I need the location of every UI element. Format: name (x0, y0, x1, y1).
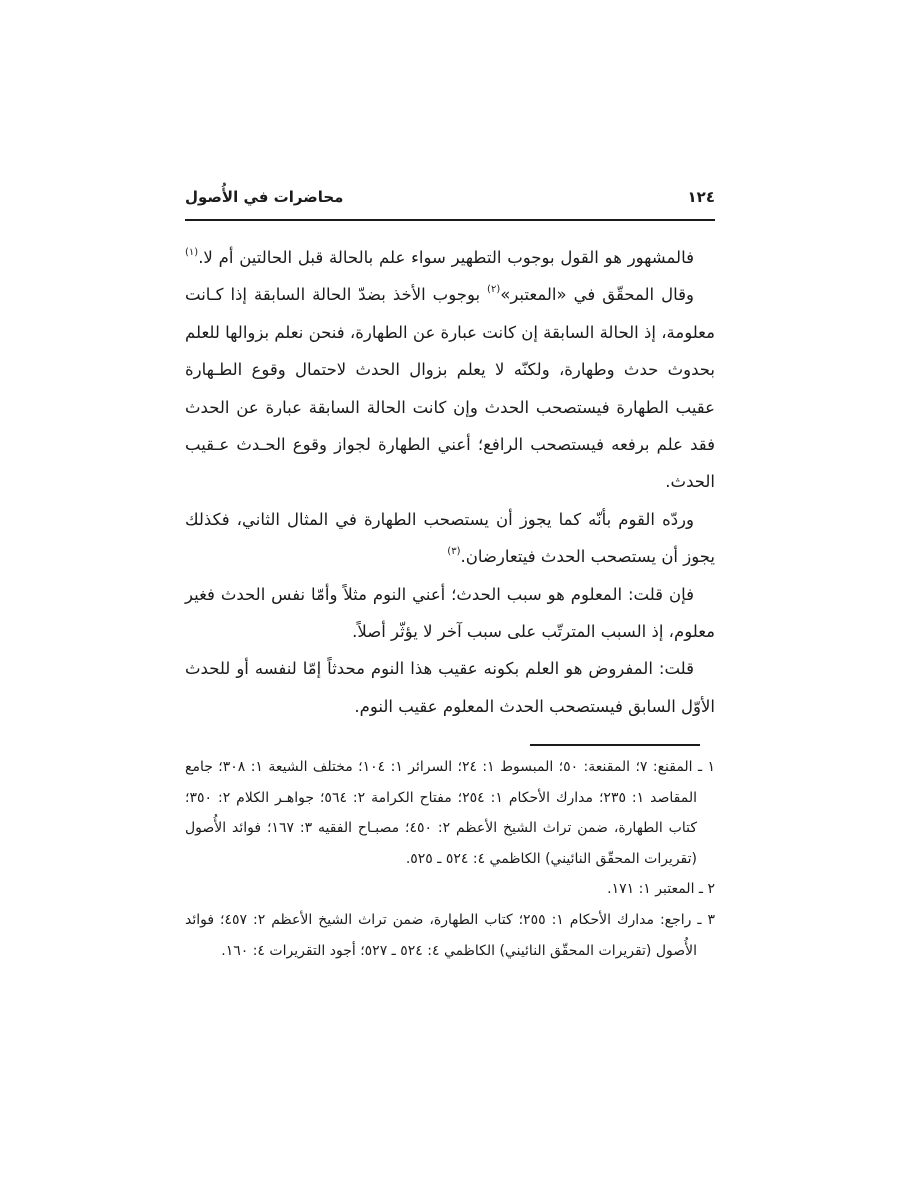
text-line (185, 650, 715, 687)
running-title: محاضرات في الأُصول (185, 188, 344, 206)
footnote-separator (530, 744, 700, 746)
text-line (185, 688, 715, 725)
text-segment: وردّه القوم بأنّه كما يجوز أن يستصحب الطهارة في المثال الثاني، فكذلك (185, 509, 694, 529)
text-line (185, 426, 715, 463)
text-segment: فإن قلت: المعلوم هو سبب الحدث؛ أعني النوم مثلاً وأمّا نفس الحدث فغير (185, 584, 694, 604)
text-segment: الأوّل السابق فيستصحب الحدث المعلوم عقيب النوم. (354, 696, 715, 716)
text-segment: وقال المحقّق في «المعتبر» (500, 285, 694, 305)
page-header (185, 188, 715, 206)
text-line (185, 538, 715, 575)
text-line (185, 314, 715, 351)
text-segment: قلت: المفروض هو العلم بكونه عقيب هذا النوم محدثاً إمّا لنفسه أو للحدث (185, 659, 694, 679)
text-line (185, 576, 715, 613)
header-rule (185, 219, 715, 221)
text-segment: فقد علم برفعه فيستصحب الرافع؛ أعني الطهارة لجواز وقوع الحـدث عـقيب (185, 434, 715, 454)
text-line (185, 351, 715, 388)
footnote: ٣ ـ راجع: مدارك الأحكام ١: ٢٥٥؛ كتاب الطهارة، ضمن تراث الشيخ الأعظم ٢: ٤٥٧؛ فوائد الأُصول (تقريرات المحقّق النائيني) الكاظمي ٤: ٥٢٤ ـ ٥٢٧؛ أجود التقريرات ٤: ١٦٠. (185, 911, 715, 959)
text-line (185, 613, 715, 650)
text-segment: بحدوث حدث وطهارة، ولكنّه لا يعلم بزوال الحدث لاحتمال وقوع الطـهارة (185, 360, 715, 380)
text-line (185, 239, 715, 276)
text-segment: فالمشهور هو القول بوجوب التطهير سواء علم بالحالة قبل الحالتين أم لا. (198, 248, 694, 267)
footnote-marker: (٣) (447, 545, 461, 557)
footnote: ٢ ـ المعتبر ١: ١٧١. (607, 881, 715, 898)
text-line (185, 501, 715, 538)
text-segment: معلومة، إذ الحالة السابقة إن كانت عبارة عن الطهارة، فنحن نعلم بزوالها للعلم (185, 322, 715, 342)
text-line (185, 463, 715, 500)
footnote-marker: (٢) (487, 283, 501, 295)
page-number: ١٢٤ (687, 188, 715, 206)
body-text (185, 239, 715, 725)
text-segment: معلوم، إذ السبب المترتّب على سبب آخر لا يؤثّر أصلاً. (352, 621, 715, 641)
footnote: ١ ـ المقنع: ٧؛ المقنعة: ٥٠؛ المبسوط ١: ٢٤؛ السرائر ١: ١٠٤؛ مختلف الشيعة ١: ٣٠٨؛ جامع المقاصد ١: ٢٣٥؛ مدارك الأحكام ١: ٢٥٤؛ مفتاح الكرامة ٢: ٥٦٤؛ جواهـر الكلام ٢: ٣٥٠؛ كتاب الطهارة، ضمن تراث الشيخ الأعظم ٢: ٤٥٠؛ مصبـاح الفقيه ٣: ١٦٧؛ فوائد الأُصول (تقريرات المحقّق النائيني) الكاظمي ٤: ٥٢٤ ـ ٥٢٥. (185, 759, 716, 867)
text-segment: الحدث. (665, 472, 715, 492)
text-segment: عقيب الطهارة فيستصحب الحدث وإن كانت الحالة السابقة عبارة عن الحدث (185, 397, 715, 417)
text-line (185, 276, 715, 313)
footnotes (185, 752, 715, 966)
text-line (185, 389, 715, 426)
footnote-marker: (١) (185, 246, 199, 258)
text-segment: بوجوب الأخذ بضدّ الحالة السابقة إذا كـانت (185, 285, 488, 305)
text-segment: يجوز أن يستصحب الحدث فيتعارضان. (460, 547, 715, 567)
